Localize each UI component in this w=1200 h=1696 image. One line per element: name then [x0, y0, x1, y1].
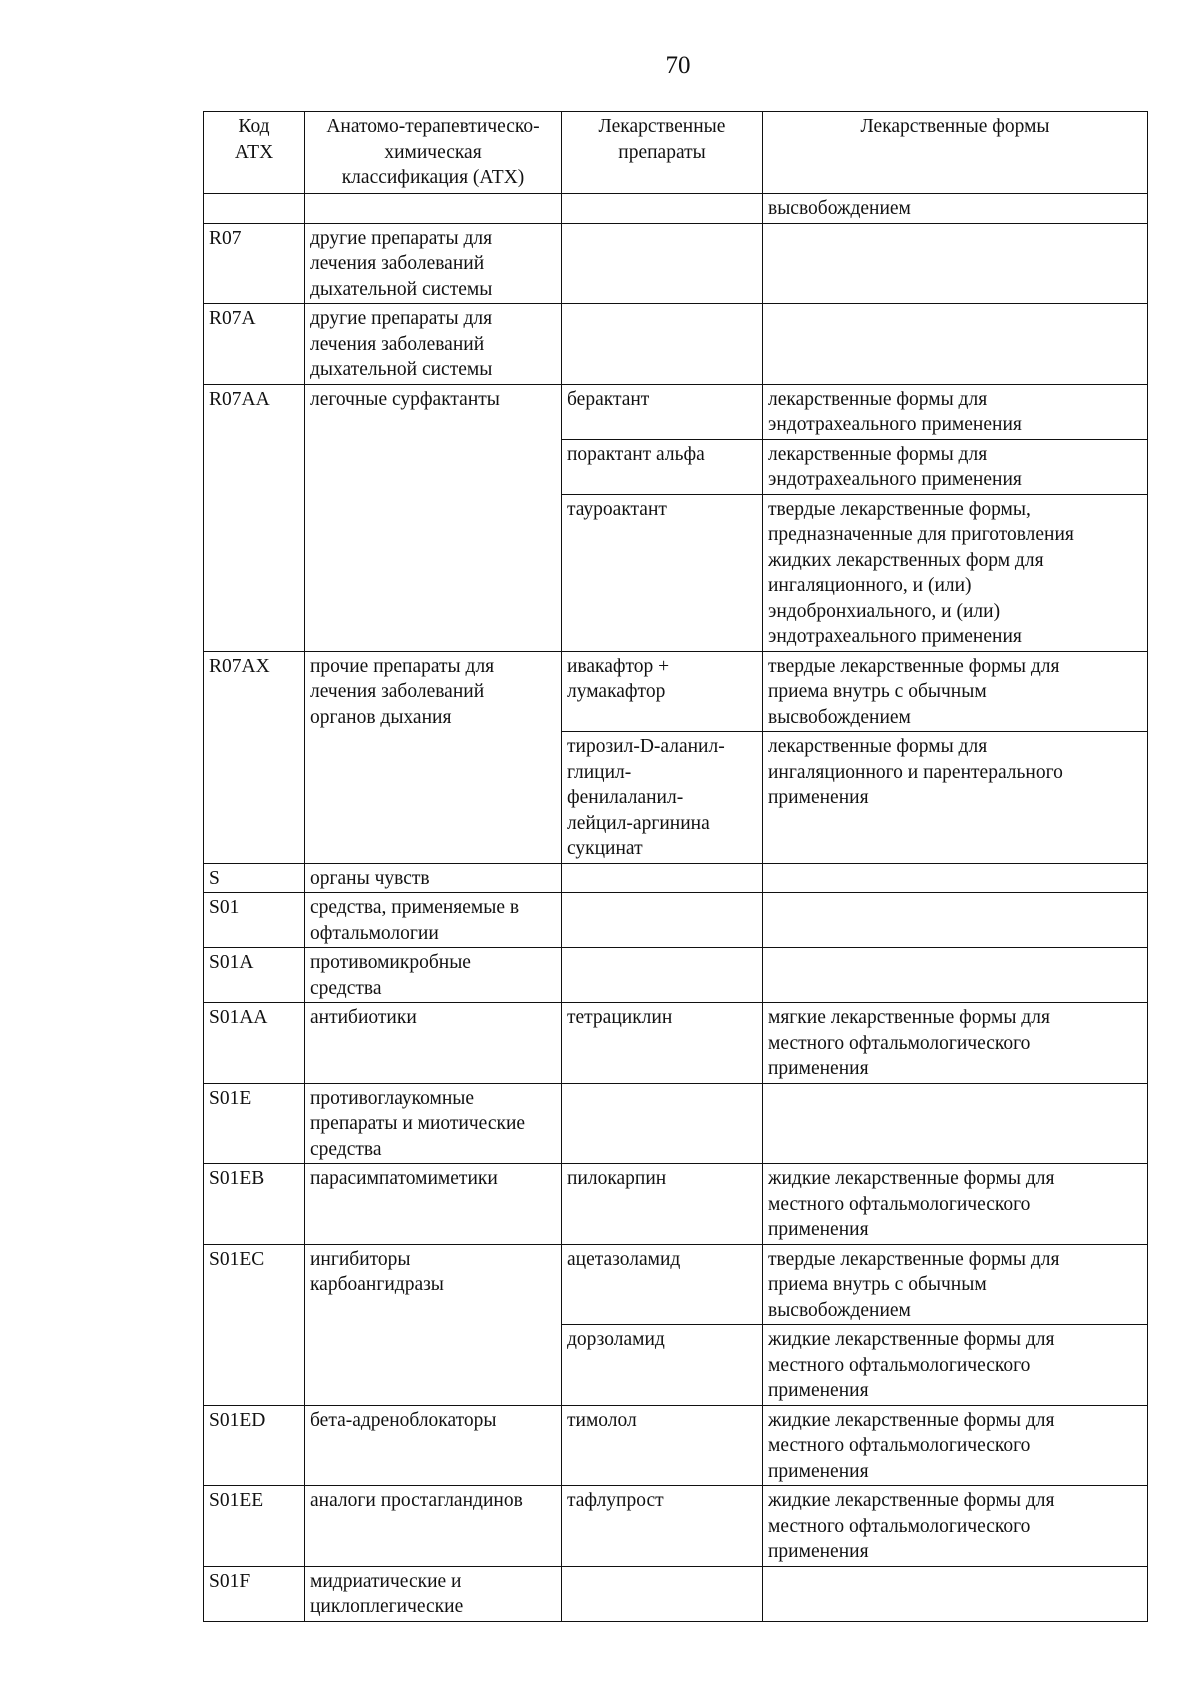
code-cell: R07AX — [204, 651, 305, 863]
table-row — [204, 223, 1148, 304]
drug-cell — [562, 194, 763, 224]
classification-cell: ингибиторы карбоангидразы — [305, 1244, 562, 1405]
table-row — [204, 194, 1148, 224]
drug-cell — [562, 948, 763, 1003]
table-header-row — [204, 112, 1148, 194]
form-cell: твердые лекарственные формы для приема внутрь с обычным высвобождением — [763, 1244, 1148, 1325]
drug-cell: тимолол — [562, 1405, 763, 1486]
atc-table — [203, 111, 1148, 1622]
table-row — [204, 948, 1148, 1003]
form-cell — [763, 1083, 1148, 1164]
classification-cell: прочие препараты для лечения заболеваний органов дыхания — [305, 651, 562, 863]
form-cell: лекарственные формы для эндотрахеального применения — [763, 439, 1148, 494]
code-cell: S01EC — [204, 1244, 305, 1405]
table-row — [204, 863, 1148, 893]
drug-cell: берактант — [562, 384, 763, 439]
form-cell: твердые лекарственные формы для приема внутрь с обычным высвобождением — [763, 651, 1148, 732]
header-code: Код АТХ — [204, 112, 305, 194]
classification-cell: бета-адреноблокаторы — [305, 1405, 562, 1486]
code-cell: S01EE — [204, 1486, 305, 1567]
form-cell — [763, 304, 1148, 385]
form-cell: мягкие лекарственные формы для местного офтальмологического применения — [763, 1003, 1148, 1084]
classification-cell: другие препараты для лечения заболеваний дыхательной системы — [305, 304, 562, 385]
table-row — [204, 651, 1148, 732]
classification-cell: легочные сурфактанты — [305, 384, 562, 651]
classification-cell: аналоги простагландинов — [305, 1486, 562, 1567]
form-cell: лекарственные формы для ингаляционного и парентерального применения — [763, 732, 1148, 864]
drug-cell: порактант альфа — [562, 439, 763, 494]
classification-cell: антибиотики — [305, 1003, 562, 1084]
classification-cell: органы чувств — [305, 863, 562, 893]
form-cell: жидкие лекарственные формы для местного офтальмологического применения — [763, 1164, 1148, 1245]
form-cell: жидкие лекарственные формы для местного офтальмологического применения — [763, 1486, 1148, 1567]
classification-cell: противоглаукомные препараты и миотические средства — [305, 1083, 562, 1164]
drug-cell: тетрациклин — [562, 1003, 763, 1084]
code-cell: S01E — [204, 1083, 305, 1164]
code-cell — [204, 194, 305, 224]
table-row — [204, 1003, 1148, 1084]
drug-cell: тафлупрост — [562, 1486, 763, 1567]
table-row — [204, 1405, 1148, 1486]
drug-cell: пилокарпин — [562, 1164, 763, 1245]
form-cell — [763, 863, 1148, 893]
code-cell: S01AA — [204, 1003, 305, 1084]
classification-cell: противомикробные средства — [305, 948, 562, 1003]
classification-cell: мидриатические и циклоплегические — [305, 1566, 562, 1621]
form-cell — [763, 893, 1148, 948]
form-cell: лекарственные формы для эндотрахеального применения — [763, 384, 1148, 439]
code-cell: S01F — [204, 1566, 305, 1621]
table-row — [204, 1164, 1148, 1245]
drug-cell: ивакафтор + лумакафтор — [562, 651, 763, 732]
drug-cell: дорзоламид — [562, 1325, 763, 1406]
code-cell: R07A — [204, 304, 305, 385]
form-cell: жидкие лекарственные формы для местного офтальмологического применения — [763, 1405, 1148, 1486]
drug-cell: тауроактант — [562, 494, 763, 651]
form-cell: твердые лекарственные формы, предназначенные для приготовления жидких лекарственных форм для ингаляционного, и (или) эндобронхиального, и (или) эндотрахеального применения — [763, 494, 1148, 651]
code-cell: S01ED — [204, 1405, 305, 1486]
drug-cell — [562, 863, 763, 893]
code-cell: S01 — [204, 893, 305, 948]
table-row — [204, 1566, 1148, 1621]
code-cell: S01EB — [204, 1164, 305, 1245]
form-cell — [763, 948, 1148, 1003]
table-row — [204, 304, 1148, 385]
header-classification: Анатомо-терапевтическо- химическая классификация (АТХ) — [305, 112, 562, 194]
drug-cell: ацетазоламид — [562, 1244, 763, 1325]
classification-cell: парасимпатомиметики — [305, 1164, 562, 1245]
classification-cell: другие препараты для лечения заболеваний дыхательной системы — [305, 223, 562, 304]
header-forms: Лекарственные формы — [763, 112, 1148, 194]
drug-cell — [562, 1083, 763, 1164]
classification-cell: средства, применяемые в офтальмологии — [305, 893, 562, 948]
form-cell: жидкие лекарственные формы для местного офтальмологического применения — [763, 1325, 1148, 1406]
table-row — [204, 1486, 1148, 1567]
drug-cell — [562, 1566, 763, 1621]
header-drugs: Лекарственные препараты — [562, 112, 763, 194]
page-number: 70 — [665, 52, 691, 79]
table-row — [204, 1083, 1148, 1164]
code-cell: R07 — [204, 223, 305, 304]
form-cell — [763, 1566, 1148, 1621]
drug-cell — [562, 893, 763, 948]
code-cell: R07AA — [204, 384, 305, 651]
table-row — [204, 384, 1148, 439]
code-cell: S01A — [204, 948, 305, 1003]
drug-cell: тирозил-D-аланил- глицил- фенилаланил- лейцил-аргинина сукцинат — [562, 732, 763, 864]
form-cell — [763, 223, 1148, 304]
table-row — [204, 1244, 1148, 1325]
drug-cell — [562, 223, 763, 304]
drug-cell — [562, 304, 763, 385]
classification-cell — [305, 194, 562, 224]
form-cell: высвобождением — [763, 194, 1148, 224]
table-row — [204, 893, 1148, 948]
code-cell: S — [204, 863, 305, 893]
